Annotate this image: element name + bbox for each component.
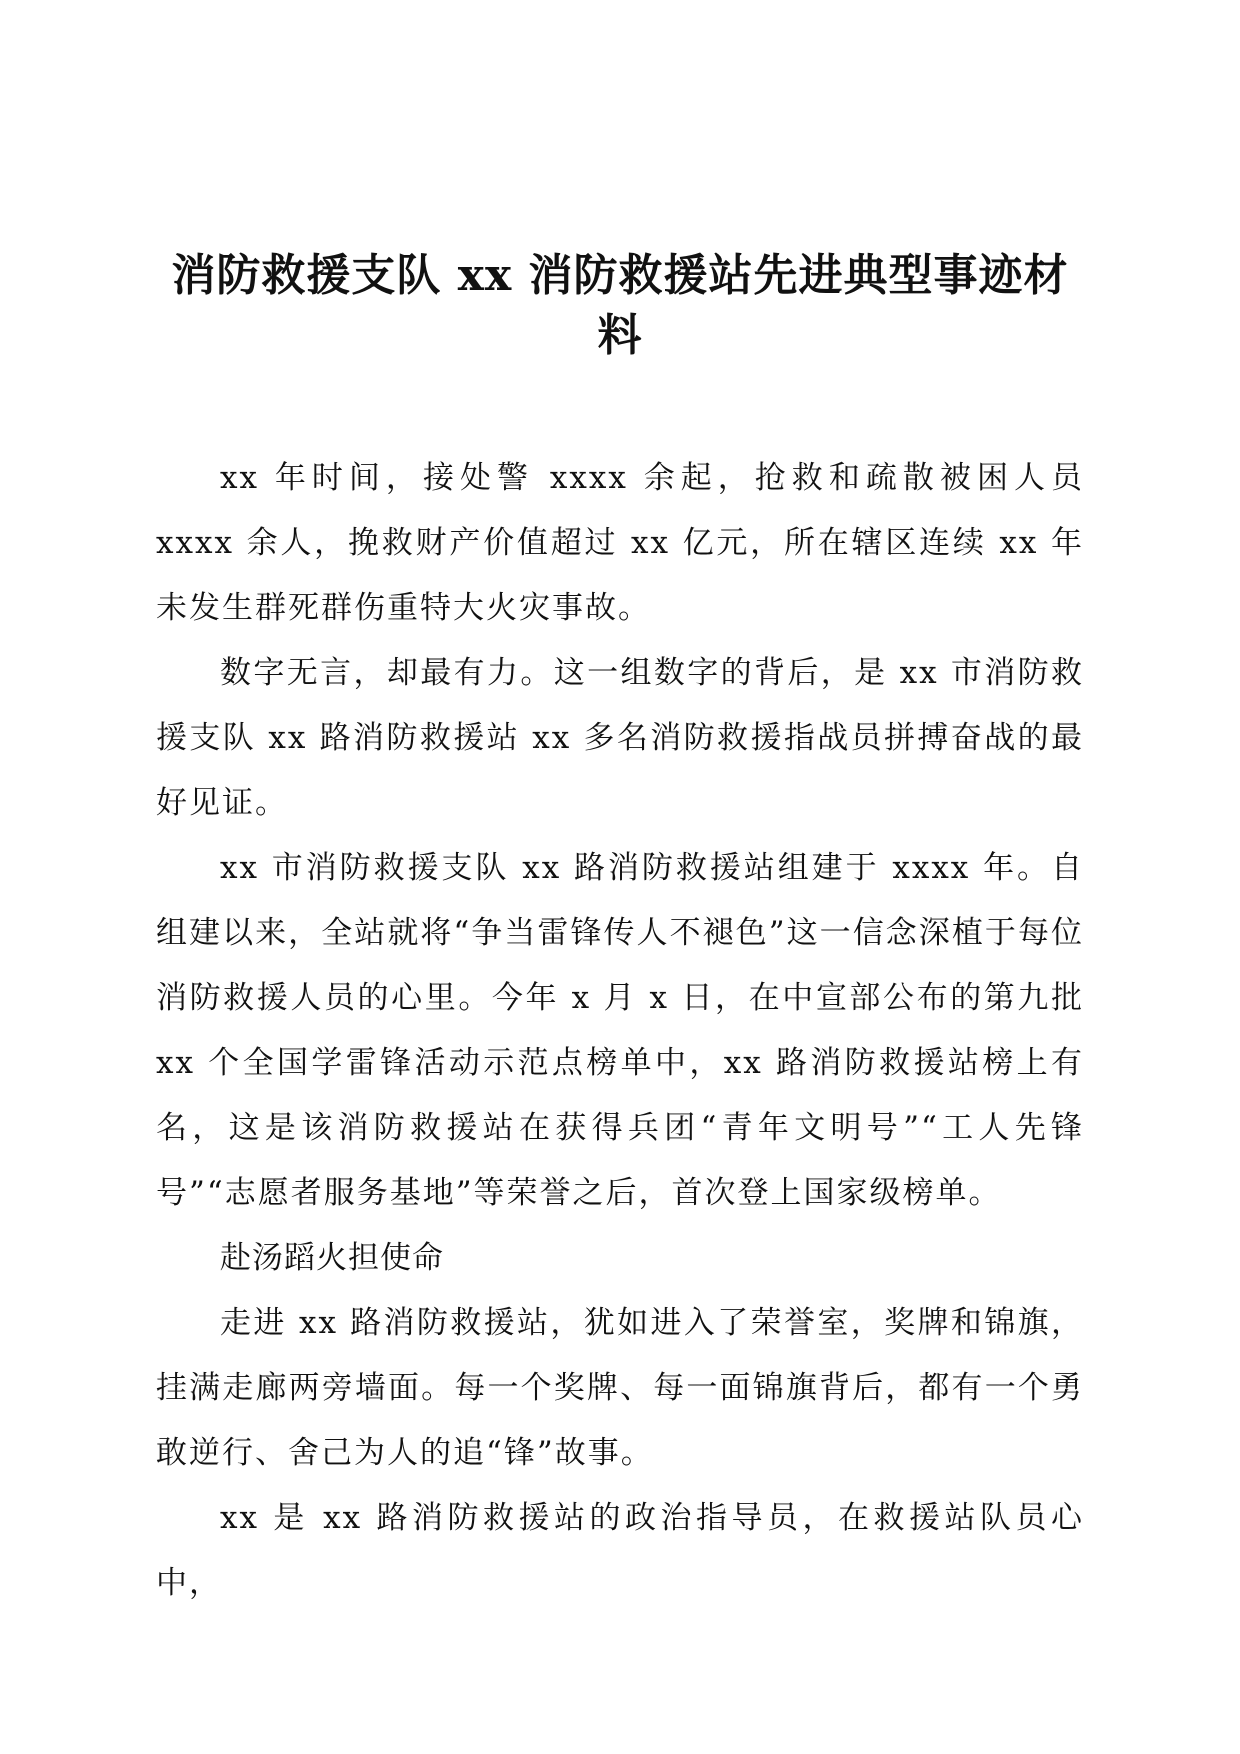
paragraph-honor-room: 走进 xx 路消防救援站，犹如进入了荣誉室，奖牌和锦旗，挂满走廊两旁墙面。每一个奖牌、每一面锦旗背后，都有一个勇敢逆行、舍己为人的追“锋”故事。	[156, 1305, 1084, 1471]
paragraph-political-instructor: xx 是 xx 路消防救援站的政治指导员，在救援站队员心中，	[156, 1500, 1084, 1601]
title-line-1: 消防救援支队 xx 消防救援站先进典型事迹材	[171, 250, 1069, 301]
paragraph-station-history: xx 市消防救援支队 xx 路消防救援站组建于 xxxx 年。自组建以来，全站就将“争当雷锋传人不褪色”这一信念深植于每位消防救援人员的心里。今年 x 月 x 日，在中宣部公布的第九批 xx 个全国学雷锋活动示范点榜单中，xx 路消防救援站榜上有名，这是该消防救援站在获得兵团“青年文明号”“工人先锋号”“志愿者服务基地”等荣誉之后，首次登上国家级榜单。	[156, 850, 1084, 1211]
title-line-2: 料	[597, 310, 643, 361]
document-title	[150, 246, 1090, 366]
paragraph-statistics: xx 年时间，接处警 xxxx 余起，抢救和疏散被困人员 xxxx 余人，挽救财产价值超过 xx 亿元，所在辖区连续 xx 年未发生群死群伤重特大火灾事故。	[156, 460, 1084, 626]
section-heading: 赴汤蹈火担使命	[220, 1240, 444, 1276]
document-body	[156, 446, 1084, 1616]
paragraph-numbers-witness: 数字无言，却最有力。这一组数字的背后，是 xx 市消防救援支队 xx 路消防救援站 xx 多名消防救援指战员拼搏奋战的最好见证。	[156, 655, 1084, 821]
